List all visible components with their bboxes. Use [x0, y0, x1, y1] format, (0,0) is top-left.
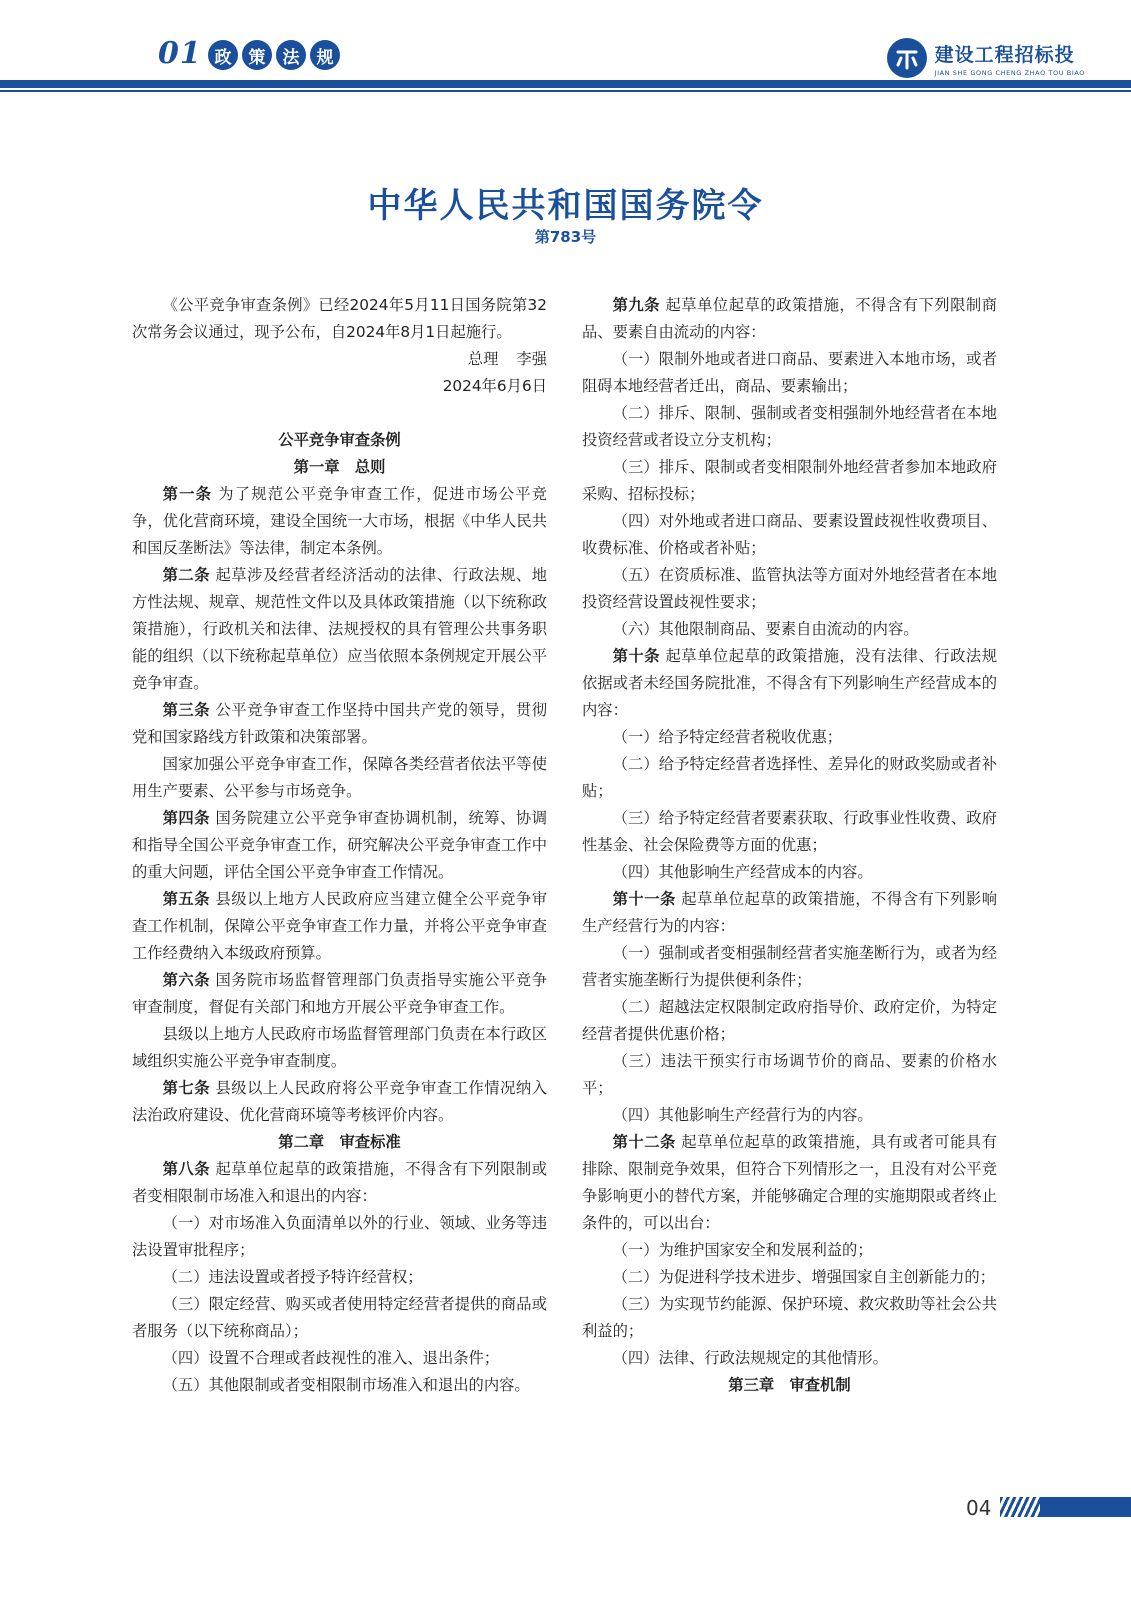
article-text: 起草单位起草的政策措施，不得含有下列影响生产经营行为的内容：	[582, 890, 997, 935]
chapter-heading: 第一章 总则	[293, 458, 386, 476]
footer-bar	[1040, 1497, 1131, 1517]
order-number: 第783号	[534, 228, 597, 246]
page-header	[0, 0, 1131, 100]
chapter-heading: 第二章 审查标准	[278, 1133, 401, 1151]
article-text: 为了规范公平竞争审查工作，促进市场公平竞争，优化营商环境，建设全国统一大市场，根据《中华人民共和国反垄断法》等法律，制定本条例。	[132, 485, 547, 557]
article-label: 第七条	[162, 1079, 211, 1097]
signature	[132, 346, 547, 373]
article-label: 第二条	[162, 566, 211, 584]
header-rule-thin	[0, 90, 1131, 92]
spacer	[132, 400, 547, 427]
article-text: 县级以上人民政府将公平竞争审查工作情况纳入法治政府建设、优化营商环境等考核评价内容。	[132, 1079, 547, 1124]
list-item: （六）其他限制商品、要素自由流动的内容。	[612, 620, 919, 638]
list-item: （三）给予特定经营者要素获取、行政事业性收费、政府性基金、社会保险费等方面的优惠；	[582, 809, 997, 854]
signature-name: 李强	[516, 350, 547, 368]
signature-date: 2024年6月6日	[442, 377, 547, 395]
list-item: （三）限定经营、购买或者使用特定经营者提供的商品或者服务（以下统称商品）；	[132, 1295, 547, 1340]
article-3	[132, 697, 547, 751]
list-item: （一）为维护国家安全和发展利益的；	[612, 1241, 873, 1259]
article-label: 第十条	[612, 647, 661, 665]
list-item: （五）在资质标准、监管执法等方面对外地经营者在本地投资经营设置歧视性要求；	[582, 566, 997, 611]
signature-role: 总理	[467, 350, 499, 368]
brand	[887, 38, 1085, 78]
document-title: 公平竞争审查条例	[278, 431, 401, 449]
list-item: （一）给予特定经营者税收优惠；	[612, 728, 843, 746]
list-item: （一）限制外地或者进口商品、要素进入本地市场，或者阻碍本地经营者迁出，商品、要素输出；	[582, 350, 997, 395]
list-item: （二）超越法定权限制定政府指导价、政府定价，为特定经营者提供优惠价格；	[582, 998, 997, 1043]
list-item: （四）对外地或者进口商品、要素设置歧视性收费项目、收费标准、价格或者补贴；	[582, 512, 997, 557]
right-column	[582, 292, 997, 1399]
article-12	[582, 1129, 997, 1237]
list-item: （四）设置不合理或者歧视性的准入、退出条件；	[162, 1349, 500, 1367]
article-label: 第八条	[162, 1160, 211, 1178]
article-text: 起草单位起草的政策措施，不得含有下列限制或者变相限制市场准入和退出的内容：	[132, 1160, 547, 1205]
list-item: （一）强制或者变相强制经营者实施垄断行为，或者为经营者实施垄断行为提供便利条件；	[582, 944, 997, 989]
article-text: 国务院市场监督管理部门负责指导实施公平竞争审查制度，督促有关部门和地方开展公平竞争审查工作。	[132, 971, 547, 1016]
article-7	[132, 1075, 547, 1129]
list-item: （二）违法设置或者授予特许经营权；	[162, 1268, 423, 1286]
article-label: 第四条	[162, 809, 211, 827]
article-label: 第一条	[162, 485, 213, 503]
brand-logo-icon	[887, 38, 927, 78]
intro-paragraph: 《公平竞争审查条例》已经2024年5月11日国务院第32次常务会议通过，现予公布，自2024年8月1日起施行。	[132, 296, 547, 341]
list-item: （三）为实现节约能源、保护环境、救灾救助等社会公共利益的；	[582, 1295, 997, 1340]
list-item: （四）法律、行政法规规定的其他情形。	[612, 1349, 888, 1367]
left-column	[132, 292, 547, 1399]
section-number: 01	[158, 36, 202, 71]
list-item: （二）排斥、限制、强制或者变相强制外地经营者在本地投资经营或者设立分支机构；	[582, 404, 997, 449]
list-item: （四）其他影响生产经营成本的内容。	[612, 863, 873, 881]
article-text: 起草单位起草的政策措施，没有法律、行政法规依据或者未经国务院批准，不得含有下列影响生产经营成本的内容：	[582, 647, 997, 719]
article-5	[132, 886, 547, 967]
article-3-paragraph-2: 国家加强公平竞争审查工作，保障各类经营者依法平等使用生产要素、公平参与市场竞争。	[132, 755, 547, 800]
article-label: 第九条	[612, 296, 661, 314]
header-rule	[0, 80, 1131, 88]
article-8	[132, 1156, 547, 1210]
section-char: 策	[242, 40, 272, 70]
article-2	[132, 562, 547, 697]
section-title	[208, 40, 340, 70]
article-label: 第十一条	[612, 890, 676, 908]
article-label: 第六条	[162, 971, 211, 989]
list-item: （四）其他影响生产经营行为的内容。	[612, 1106, 873, 1124]
article-1	[132, 481, 547, 562]
article-label: 第十二条	[612, 1133, 676, 1151]
brand-name-pinyin: JIAN SHE GONG CHENG ZHAO TOU BIAO	[934, 68, 1085, 77]
article-label: 第三条	[162, 701, 211, 719]
section-char: 规	[310, 40, 340, 70]
article-text: 县级以上地方人民政府应当建立健全公平竞争审查工作机制，保障公平竞争审查工作力量，并将公平竞争审查工作经费纳入本级政府预算。	[132, 890, 547, 962]
article-text: 公平竞争审查工作坚持中国共产党的领导，贯彻党和国家路线方针政策和决策部署。	[132, 701, 547, 746]
page-number: 04	[966, 1496, 992, 1520]
section-char: 法	[276, 40, 306, 70]
list-item: （三）排斥、限制或者变相限制外地经营者参加本地政府采购、招标投标；	[582, 458, 997, 503]
list-item: （二）为促进科学技术进步、增强国家自主创新能力的；	[612, 1268, 996, 1286]
article-11	[582, 886, 997, 940]
page-title: 中华人民共和国国务院令	[367, 186, 764, 226]
article-6	[132, 967, 547, 1021]
brand-name: 建设工程招标投	[934, 43, 1075, 66]
article-4	[132, 805, 547, 886]
list-item: （五）其他限制或者变相限制市场准入和退出的内容。	[162, 1376, 530, 1394]
chapter-heading: 第三章 审查机制	[728, 1376, 851, 1394]
article-text: 国务院建立公平竞争审查协调机制，统筹、协调和指导全国公平竞争审查工作，研究解决公平竞争审查工作中的重大问题，评估全国公平竞争审查工作情况。	[132, 809, 547, 881]
article-text: 起草涉及经营者经济活动的法律、行政法规、地方性法规、规章、规范性文件以及具体政策措施（以下统称政策措施），行政机关和法律、法规授权的具有管理公共事务职能的组织（以下统称起草单位）应当依照本条例规定开展公平竞争审查。	[132, 566, 547, 692]
article-6-paragraph-2: 县级以上地方人民政府市场监督管理部门负责在本行政区域组织实施公平竞争审查制度。	[132, 1025, 547, 1070]
article-10	[582, 643, 997, 724]
list-item: （二）给予特定经营者选择性、差异化的财政奖励或者补贴；	[582, 755, 997, 800]
list-item: （一）对市场准入负面清单以外的行业、领域、业务等违法设置审批程序；	[132, 1214, 547, 1259]
list-item: （三）违法干预实行市场调节价的商品、要素的价格水平；	[582, 1052, 997, 1097]
article-text: 起草单位起草的政策措施，具有或者可能具有排除、限制竞争效果，但符合下列情形之一，且没有对公平竞争影响更小的替代方案，并能够确定合理的实施期限或者终止条件的，可以出台：	[582, 1133, 997, 1232]
section-char: 政	[208, 40, 238, 70]
article-9	[582, 292, 997, 346]
article-label: 第五条	[162, 890, 211, 908]
article-text: 起草单位起草的政策措施，不得含有下列限制商品、要素自由流动的内容：	[582, 296, 997, 341]
